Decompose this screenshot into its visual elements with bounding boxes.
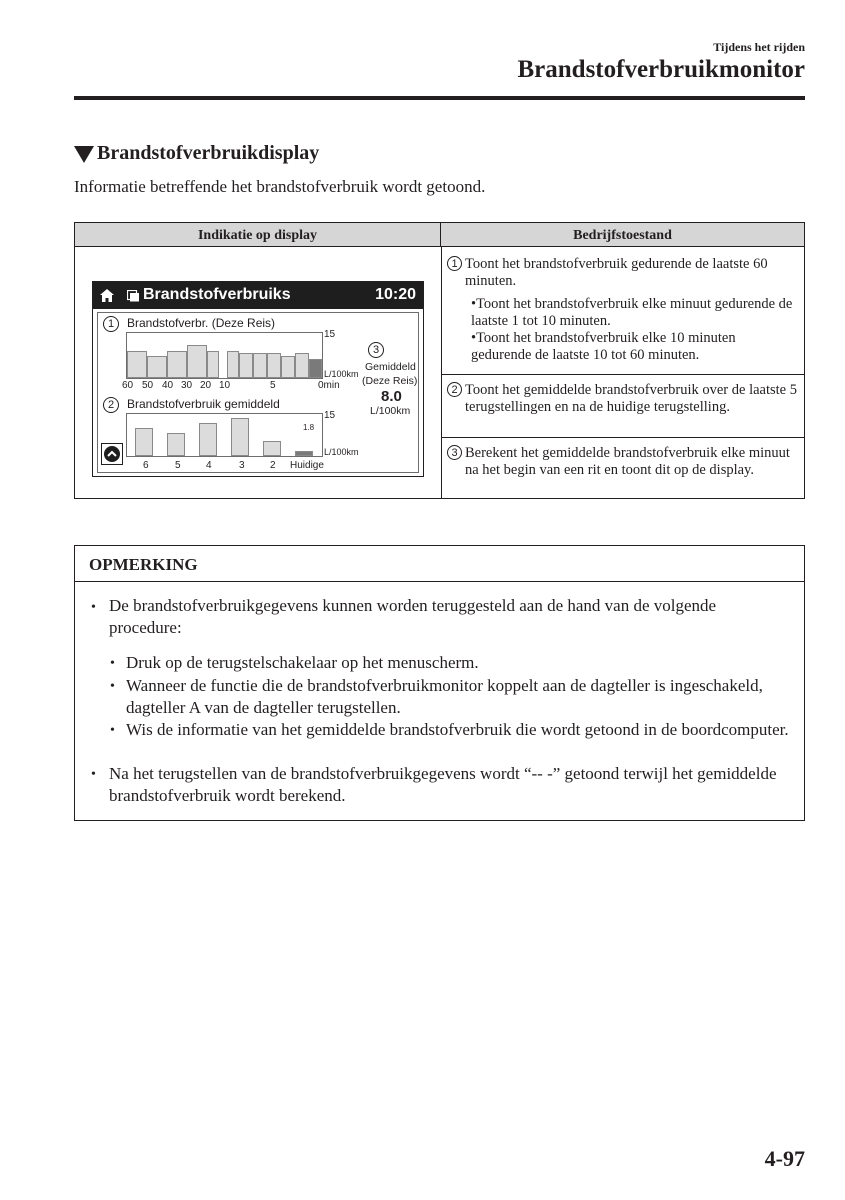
chart2-label: Brandstofverbruik gemiddeld (127, 397, 280, 411)
bullet: • (110, 656, 115, 671)
bullet: • (91, 767, 96, 782)
note-sub-3: Wis de informatie van het gemiddelde brandstofverbruik die wordt getoond in de boordcomputer. (126, 720, 789, 739)
screen-title-bar (93, 282, 423, 309)
chart-bar (239, 353, 253, 378)
marker-3: 3 (368, 342, 384, 358)
chart-bar (167, 433, 185, 456)
x-tick-label: 10 (219, 380, 231, 391)
x-tick-label: 3 (239, 460, 245, 471)
row1-sub1: •Toont het brandstofverbruik elke minuut gedurende de laatste 1 tot 10 minuten. (471, 296, 793, 329)
chart-bar (135, 428, 153, 456)
col-header-state: Bedrijfstoestand (441, 223, 804, 247)
scroll-up-button[interactable] (101, 443, 123, 465)
row3-marker: 3 (447, 445, 462, 460)
chart-bar (281, 356, 295, 378)
row1-marker: 1 (447, 256, 462, 271)
x-tick-label: 5 (270, 380, 276, 391)
screen-clock: 10:20 (375, 286, 416, 303)
row1-text-block (447, 256, 799, 364)
note-heading: OPMERKING (75, 546, 804, 582)
row3-text-block (447, 445, 799, 479)
x-tick-label: 2 (270, 460, 276, 471)
chart-bar (207, 351, 219, 378)
page-title: Brandstofverbruikmonitor (517, 56, 805, 83)
x-tick-label: 5 (175, 460, 181, 471)
note-sub-1: Druk op de terugstelschakelaar op het menuscherm. (126, 653, 479, 672)
row2-marker: 2 (447, 382, 462, 397)
x-tick-label: 50 (142, 380, 154, 391)
chart-bar (267, 353, 281, 378)
screen-title: Brandstofverbruiks (143, 286, 291, 303)
chart-bar (231, 418, 249, 456)
screen-content (97, 312, 419, 473)
avg-value: 8.0 (381, 388, 402, 405)
x-tick-label: 20 (200, 380, 212, 391)
row1-text: Toont het brandstofverbruik gedurende de laatste 60 minuten. (465, 256, 768, 289)
intro-text: Informatie betreffende het brandstofverbruik wordt getoond. (74, 177, 486, 196)
chart1-unit: L/100km (324, 369, 359, 379)
chart1-area (126, 332, 323, 379)
avg-unit: L/100km (370, 405, 411, 417)
running-header: Tijdens het rijden (713, 40, 805, 54)
current-value-label: 1.8 (303, 423, 315, 432)
chart-bar (147, 356, 167, 378)
header-rule (74, 96, 805, 100)
home-icon (100, 289, 114, 302)
x-tick-label: 40 (162, 380, 174, 391)
x-tick-label: 4 (206, 460, 212, 471)
chart-bar (199, 423, 217, 456)
info-table (74, 222, 805, 499)
marker-1: 1 (103, 316, 119, 332)
x-tick-label: 6 (143, 460, 149, 471)
x-tick-label: Huidige (290, 460, 324, 471)
note-sub-2: Wanneer de functie die de brandstofverbruikmonitor koppelt aan de dagteller is ingeschakeld, dagteller A van de dagteller terugstellen. (126, 676, 763, 717)
x-tick-label: 0min (318, 380, 340, 391)
chart-bar (295, 451, 313, 456)
chart-bar (127, 351, 147, 378)
chart-bar (263, 441, 281, 456)
chart-bar (295, 353, 309, 378)
chart2-unit: L/100km (324, 447, 359, 457)
bullet: • (110, 679, 115, 694)
chart-bar (167, 351, 187, 378)
col-header-display: Indikatie op display (75, 223, 441, 247)
chevron-up-icon (102, 444, 122, 464)
chart2-area (126, 413, 323, 457)
row2-text: Toont het gemiddelde brandstofverbruik over de laatste 5 terugstellingen en na de huidige terugstelling. (465, 382, 797, 415)
section-triangle-icon (74, 146, 94, 163)
row1-sub2: •Toont het brandstofverbruik elke 10 minuten gedurende de laatste 10 tot 60 minuten. (471, 330, 736, 363)
chart1-ymax: 15 (324, 329, 336, 340)
bullet: • (91, 600, 96, 615)
avg-label-2: (Deze Reis) (362, 375, 418, 387)
avg-label-1: Gemiddeld (365, 361, 416, 373)
x-tick-label: 60 (122, 380, 134, 391)
display-screen (92, 281, 424, 477)
row-divider (442, 374, 804, 375)
chart-bar (227, 351, 239, 378)
chart-bar (187, 345, 207, 378)
row2-text-block (447, 382, 799, 416)
note-box (74, 545, 805, 821)
chart1-label: Brandstofverbr. (Deze Reis) (127, 316, 276, 330)
note-bullet-1: De brandstofverbruikgegevens kunnen worden teruggesteld aan de hand van de volgende procedure: (109, 596, 717, 637)
bullet: • (110, 723, 115, 738)
marker-2: 2 (103, 397, 119, 413)
row-divider (442, 437, 804, 438)
chart2-ymax: 15 (324, 410, 336, 421)
fuel-app-icon (127, 290, 140, 302)
chart-bar (309, 359, 322, 378)
page-number: 4-97 (764, 1146, 805, 1171)
x-tick-label: 30 (181, 380, 193, 391)
row3-text: Berekent het gemiddelde brandstofverbruik elke minuut na het begin van een rit en toont dit op de display. (465, 445, 790, 478)
column-divider (441, 247, 442, 498)
section-title: Brandstofverbruikdisplay (97, 142, 320, 164)
note-bullet-2: Na het terugstellen van de brandstofverbruikgegevens wordt “-- -” getoond terwijl het gemiddelde brandstofverbruik wordt berekend. (109, 764, 777, 805)
chart-bar (253, 353, 267, 378)
